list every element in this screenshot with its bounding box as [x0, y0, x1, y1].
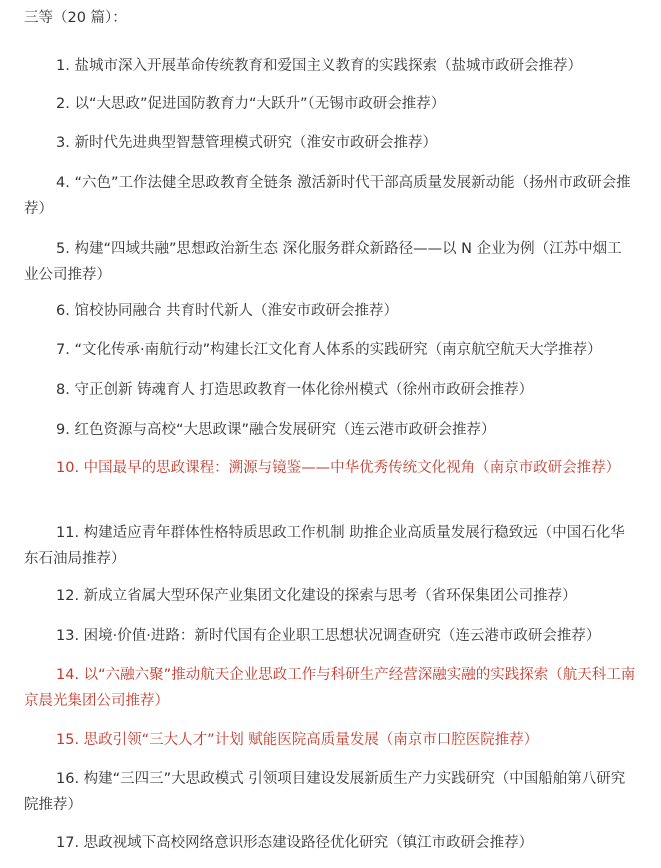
list-item: 2. 以“大思政”促进国防教育力“大跃升”（无锡市政研会推荐） — [56, 96, 446, 112]
list-item: 3. 新时代先进典型智慧管理模式研究（淮安市政研会推荐） — [56, 135, 437, 151]
list-item: 5. 构建“四域共融”思想政治新生态 深化服务群众新路径——以 N 企业为例（江苏中烟工业公司推荐） — [24, 241, 622, 283]
list-item-highlighted: 14. 以“六融六聚”推动航天企业思政工作与科研生产经营深融实融的实践探索（航天科工南京晨光集团公司推荐） — [24, 667, 636, 709]
list-item-highlighted: 10. 中国最早的思政课程：溯源与镜鉴——中华优秀传统文化视角（南京市政研会推荐） — [56, 460, 621, 476]
list-item: 6. 馆校协同融合 共育时代新人（淮安市政研会推荐） — [56, 303, 399, 319]
section-heading: 三等（20 篇）： — [24, 10, 127, 26]
list-item-highlighted: 15. 思政引领“三大人才”计划 赋能医院高质量发展（南京市口腔医院推荐） — [56, 732, 539, 748]
list-item: 9. 红色资源与高校“大思政课”融合发展研究（连云港市政研会推荐） — [56, 422, 496, 438]
list-item: 8. 守正创新 铸魂育人 打造思政教育一体化徐州模式（徐州市政研会推荐） — [56, 382, 534, 398]
list-item: 12. 新成立省属大型环保产业集团文化建设的探索与思考（省环保集团公司推荐） — [56, 588, 577, 604]
list-item: 17. 思政视域下高校网络意识形态建设路径优化研究（镇江市政研会推荐） — [56, 835, 534, 851]
list-item: 13. 困境·价值·进路：新时代国有企业职工思想状况调查研究（连云港市政研会推荐） — [56, 628, 601, 644]
list-item: 1. 盐城市深入开展革命传统教育和爱国主义教育的实践探索（盐城市政研会推荐） — [56, 58, 582, 74]
list-item: 16. 构建“三四三”大思政模式 引领项目建设发展新质生产力实践研究（中国船舶第八研究院推荐） — [24, 771, 626, 813]
list-item: 7. “文化传承·南航行动”构建长江文化育人体系的实践研究（南京航空航天大学推荐） — [56, 342, 602, 358]
list-item: 11. 构建适应青年群体性格特质思政工作机制 助推企业高质量发展行稳致远（中国石化华东石油局推荐） — [24, 525, 625, 567]
list-item: 4. “六色”工作法健全思政教育全链条 激活新时代干部高质量发展新动能（扬州市政研会推荐） — [24, 175, 631, 217]
